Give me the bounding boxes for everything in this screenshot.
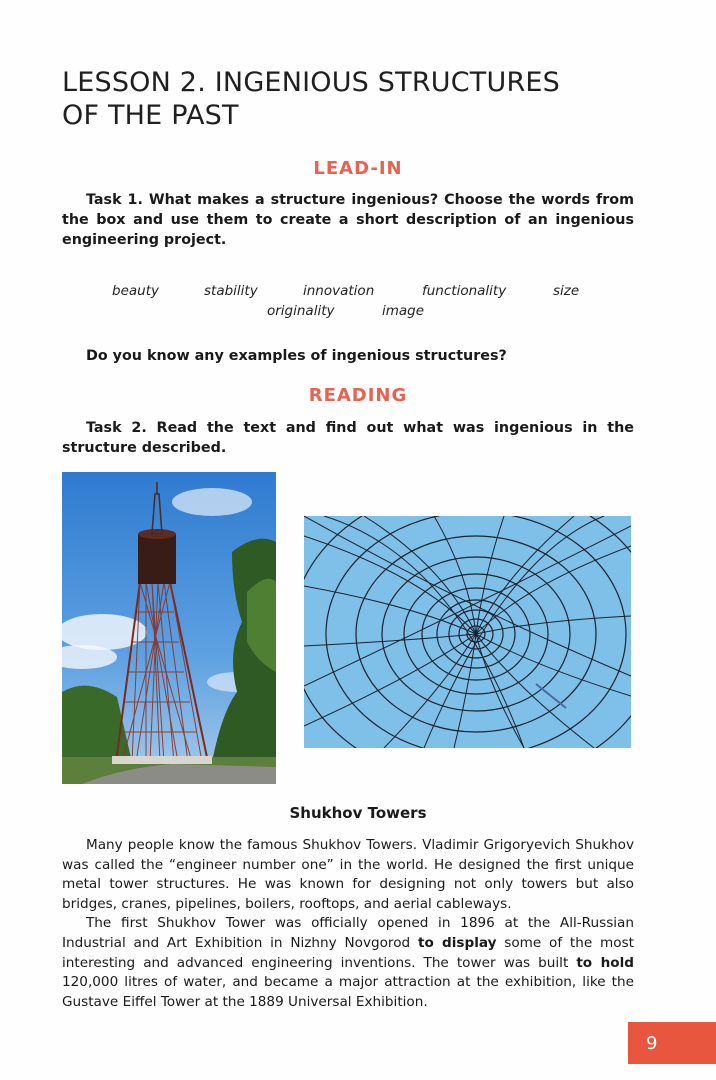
word-originality: originality [267,303,335,319]
lead-in-heading: LEAD-IN [313,158,403,179]
lesson-title [62,66,662,132]
key-phrase-to-hold: to hold [576,954,635,971]
paragraph-2-part-d: 120,000 litres of water, and became a major attraction at the exhibition, like the Gustave Eiffel Tower at the 1889 Universal Exhibition. [62,974,634,1010]
tower-exterior-photo [62,472,276,784]
article-paragraph-1: Many people know the famous Shukhov Towers. Vladimir Grigoryevich Shukhov was called the “engineer number one” in the world. He designed the first unique metal tower structures. He was known for designing not only towers but also bridges, cranes, pipelines, boilers, rooftops, and aerial cableways. [62,837,634,912]
word-innovation: innovation [303,283,375,299]
word-size: size [553,283,580,299]
lesson-title-line1: LESSON 2. INGENIOUS STRUCTURES [62,67,561,98]
reading-heading: READING [308,385,408,406]
article-heading: Shukhov Towers [289,804,427,822]
article-body [62,836,634,1012]
examples-question: Do you know any examples of ingenious structures? [86,348,507,364]
word-functionality: functionality [422,283,507,299]
paragraph-2-part-a: The first Shukhov Tower was officially opened in 1896 at the All-Russian Industrial and Art Exhibition in Nizhny Novgorod [62,915,634,951]
task-1-text: Task 1. What makes a structure ingenious? Choose the words from the box and use them to create a short description of an ingenious engineering project. [62,192,634,248]
word-image: image [382,303,425,319]
word-stability: stability [204,283,258,299]
article-paragraph-2 [62,914,634,1012]
task-2-text: Task 2. Read the text and find out what was ingenious in the structure described. [62,420,634,456]
tower-lattice-photo [304,516,631,748]
key-phrase-to-display: to display [417,934,497,951]
page-number: 9 [628,1022,716,1064]
lesson-title-line2: OF THE PAST [62,100,239,131]
word-beauty: beauty [112,283,159,299]
paragraph-2-part-c: some of the most interesting and advanced engineering inventions. The tower was built [62,934,634,971]
